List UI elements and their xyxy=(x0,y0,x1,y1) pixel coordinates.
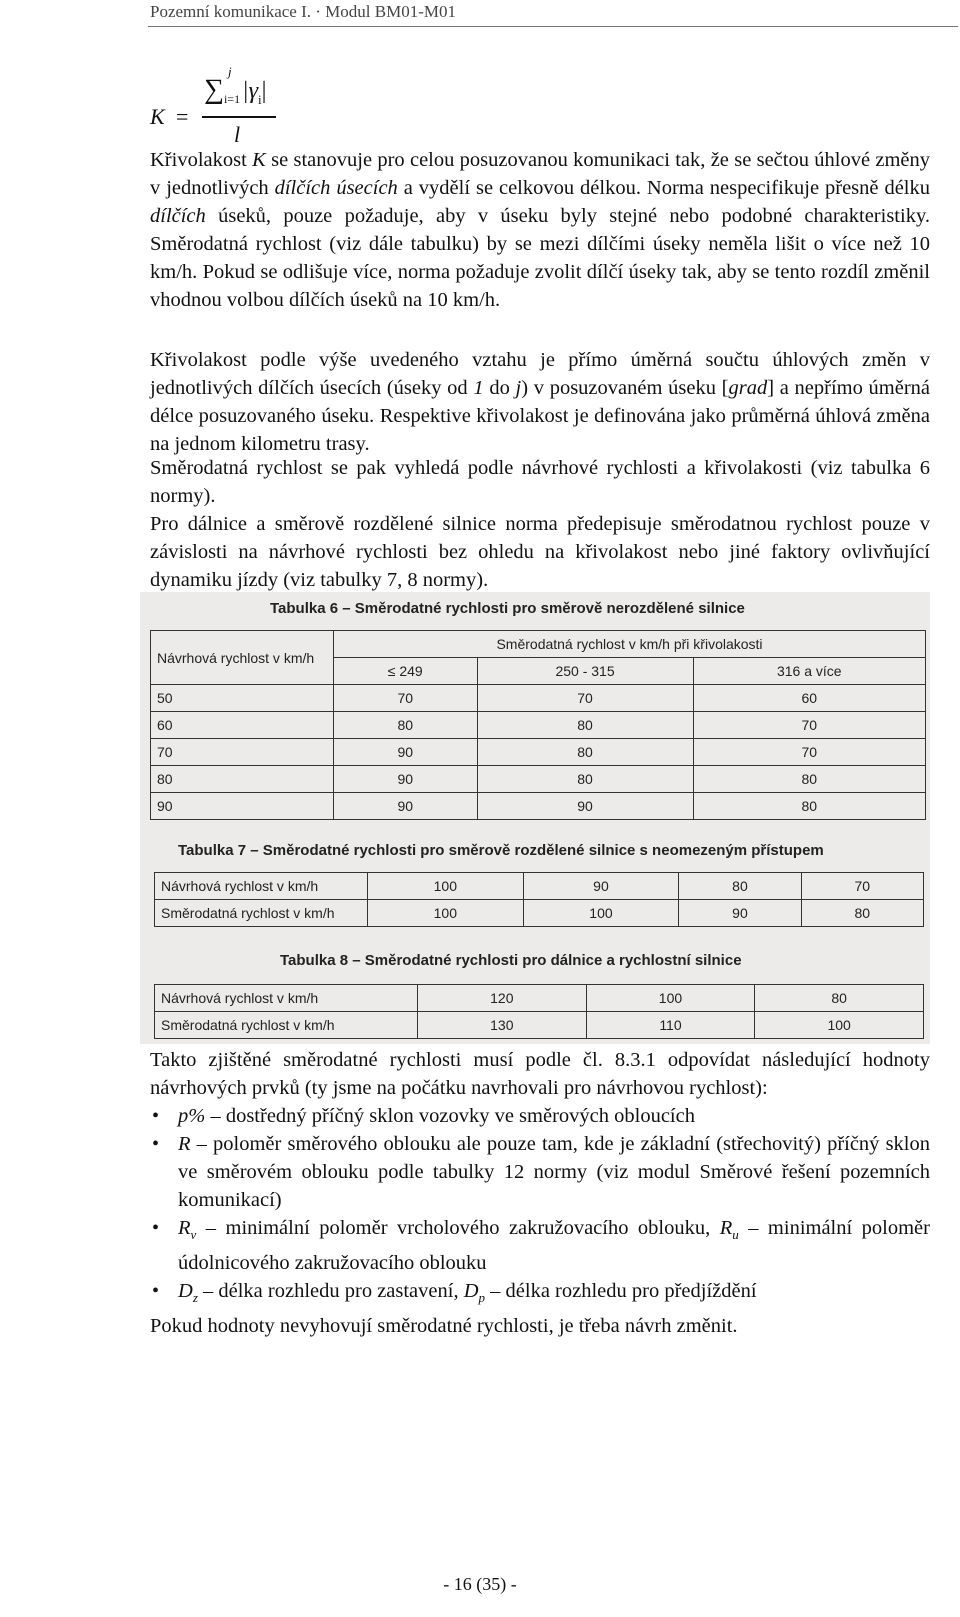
symbol: R xyxy=(719,1217,733,1239)
table-6-group-header: Směrodatná rychlost v km/h při křivolakosti xyxy=(334,631,926,658)
text: 1 xyxy=(473,377,484,399)
formula-sup: j xyxy=(227,64,232,79)
formula-equals: = xyxy=(176,104,189,129)
table-6-title: Tabulka 6 – Směrodatné rychlosti pro směrově nerozdělené silnice xyxy=(270,600,745,617)
symbol: R xyxy=(178,1133,191,1155)
table-cell: 80 xyxy=(477,739,693,766)
list-item xyxy=(150,1214,930,1277)
bullet-icon: • xyxy=(152,1133,160,1155)
text: j xyxy=(515,377,522,399)
formula-limits xyxy=(223,64,242,106)
table-cell: 80 xyxy=(755,985,924,1012)
symbol: D xyxy=(178,1280,193,1303)
table-7 xyxy=(154,872,924,927)
table-cell: 90 xyxy=(151,793,334,820)
text: se stanovuje pro celou posuzovanou komunikaci tak, že se sečtou úhlové změny v jednotlivých xyxy=(150,149,931,199)
table-row xyxy=(151,685,926,712)
table-row xyxy=(155,1012,924,1039)
table-cell: 100 xyxy=(368,873,524,900)
paragraph-4 xyxy=(150,510,930,594)
formula-gamma-sub: i xyxy=(258,91,262,107)
text: – minimální poloměr údolnicového zakružovacího oblouku xyxy=(178,1217,930,1275)
text: Pro dálnice a směrově rozdělené silnice norma předepisuje směrodatnou rychlost pouze v závislosti na návrhové rychlosti bez ohledu na křivolakost nebo jiné faktory ovlivňující dynamiku jízdy (viz tabulky 7, 8 normy). xyxy=(150,513,930,591)
text: ] a nepřímo úměrná délce posuzovaného úseku. Respektive křivolakost je definována jako průměrná úhlová změna na jednom kilometru trasy. xyxy=(150,377,931,455)
list-item xyxy=(150,1102,930,1130)
table-cell: 50 xyxy=(151,685,334,712)
tables-scan xyxy=(140,592,930,1044)
table-6-col: 316 a více xyxy=(693,658,925,685)
formula-gamma: |γ xyxy=(241,78,259,104)
table-cell: 70 xyxy=(151,739,334,766)
paragraph-2 xyxy=(150,346,930,458)
curvature-formula xyxy=(150,64,310,150)
table-7-title: Tabulka 7 – Směrodatné rychlosti pro směrově rozdělené silnice s neomezeným přístupem xyxy=(178,842,824,859)
table-row xyxy=(151,793,926,820)
bullet-icon: • xyxy=(152,1217,160,1239)
table-6 xyxy=(150,630,926,820)
table-cell: 100 xyxy=(586,985,755,1012)
table-cell: 70 xyxy=(693,712,925,739)
table-row xyxy=(155,985,924,1012)
text: dílčích úsecích xyxy=(274,177,398,199)
text: ) v posuzovaném úseku [ xyxy=(521,377,729,399)
symbol: D xyxy=(463,1280,479,1303)
text: K xyxy=(252,149,266,171)
paragraph-1 xyxy=(150,146,930,314)
table-6-row-header: Návrhová rychlost v km/h xyxy=(151,631,334,685)
formula-denominator: l xyxy=(234,122,241,147)
table-cell: 80 xyxy=(477,712,693,739)
table-cell: 80 xyxy=(679,873,801,900)
symbol: R xyxy=(178,1217,191,1239)
table-row xyxy=(151,739,926,766)
table-cell: 80 xyxy=(334,712,478,739)
table-cell: 100 xyxy=(755,1012,924,1039)
table-cell: 80 xyxy=(477,766,693,793)
table-cell: 80 xyxy=(151,766,334,793)
paragraph-3 xyxy=(150,454,930,510)
text: – dostředný příčný sklon vozovky ve směrových obloucích xyxy=(205,1105,695,1127)
table-cell: 80 xyxy=(693,766,925,793)
formula-sub: i=1 xyxy=(223,92,241,106)
table-cell: Směrodatná rychlost v km/h xyxy=(155,900,368,927)
symbol-sub: z xyxy=(192,1290,198,1306)
table-cell: 70 xyxy=(801,873,923,900)
page-header: Pozemní komunikace I. · Modul BM01-M01 xyxy=(150,2,456,21)
design-elements-section xyxy=(150,1046,930,1340)
text: Křivolakost podle výše uvedeného vztahu je přímo úměrná součtu úhlových změn v jednotlivých dílčích úsecích (úseky od xyxy=(150,349,930,399)
table-cell: 100 xyxy=(523,900,679,927)
table-cell: Návrhová rychlost v km/h xyxy=(155,873,368,900)
list-item xyxy=(150,1130,930,1214)
table-cell: 70 xyxy=(334,685,478,712)
text: úseků, pouze požaduje, aby v úseku byly stejné nebo podobné charakteristiky. Směrodatná rychlost (viz dále tabulku) by se mezi dílčími úseky neměla lišit o více než 10 km/h. Pokud se odlišuje více, norma požaduje zvolit dílčí úseky tak, aby se tento rozdíl změnil vhodnou volbou dílčích úseků na 10 km/h. xyxy=(150,205,930,311)
symbol-sub: v xyxy=(190,1227,197,1243)
table-cell: 120 xyxy=(418,985,587,1012)
text: grad xyxy=(728,377,768,399)
formula-lhs: K xyxy=(150,104,165,129)
text: Křivolakost xyxy=(150,149,253,171)
text: – délka rozhledu pro předjíždění xyxy=(485,1280,757,1303)
table-cell: 80 xyxy=(693,793,925,820)
bullet-icon: • xyxy=(152,1280,160,1303)
table-cell: 90 xyxy=(679,900,801,927)
formula-sum-sign: ∑ xyxy=(204,74,224,105)
table-cell: 90 xyxy=(334,739,478,766)
symbol: p% xyxy=(178,1105,206,1127)
table-cell: 90 xyxy=(523,873,679,900)
header-rule xyxy=(148,26,958,27)
table-row xyxy=(151,766,926,793)
text: – minimální poloměr vrcholového zakružovacího oblouku, xyxy=(196,1217,720,1239)
bullet-list xyxy=(150,1102,930,1312)
symbol-sub: u xyxy=(732,1227,739,1243)
table-cell: Návrhová rychlost v km/h xyxy=(155,985,418,1012)
formula-numerator xyxy=(204,64,267,108)
table-6-col: ≤ 249 xyxy=(334,658,478,685)
text: Směrodatná rychlost se pak vyhledá podle návrhové rychlosti a křivolakosti (viz tabulka 6 normy). xyxy=(150,457,930,507)
table-cell: 70 xyxy=(477,685,693,712)
table-row xyxy=(155,900,924,927)
formula-abs-end: | xyxy=(261,78,267,104)
table-cell: 90 xyxy=(477,793,693,820)
table-cell: 60 xyxy=(151,712,334,739)
table-6-col: 250 - 315 xyxy=(477,658,693,685)
text: – poloměr směrového oblouku ale pouze tam, kde je základní (střechovitý) příčný sklon ve směrovém oblouku podle tabulky 12 normy (viz modul Směrové řešení pozemních komunikací) xyxy=(178,1133,930,1211)
table-cell: 100 xyxy=(368,900,524,927)
table-8-title: Tabulka 8 – Směrodatné rychlosti pro dálnice a rychlostní silnice xyxy=(280,952,742,969)
table-cell: 90 xyxy=(334,793,478,820)
table-cell: 110 xyxy=(586,1012,755,1039)
bullet-icon: • xyxy=(152,1105,160,1127)
text: – délka rozhledu pro zastavení, xyxy=(197,1280,464,1303)
text: do xyxy=(483,377,516,399)
table-cell: 60 xyxy=(693,685,925,712)
symbol-sub: p xyxy=(478,1290,486,1306)
table-cell: 90 xyxy=(334,766,478,793)
table-cell: 80 xyxy=(801,900,923,927)
closing-text: Pokud hodnoty nevyhovují směrodatné rychlosti, je třeba návrh změnit. xyxy=(150,1315,738,1338)
table-cell: 130 xyxy=(418,1012,587,1039)
intro-text: Takto zjištěné směrodatné rychlosti musí podle čl. 8.3.1 odpovídat následující hodnoty návrhových prvků (ty jsme na počátku navrhovali pro návrhovou rychlost): xyxy=(150,1049,930,1099)
text: a vydělí se celkovou délkou. Norma nespecifikuje přesně délku xyxy=(397,177,930,199)
list-item xyxy=(150,1277,930,1312)
table-row xyxy=(155,873,924,900)
table-cell: 70 xyxy=(693,739,925,766)
text: dílčích xyxy=(150,205,206,227)
page-number: - 16 (35) - xyxy=(443,1574,517,1594)
fraction-bar xyxy=(202,116,276,118)
table-cell: Směrodatná rychlost v km/h xyxy=(155,1012,418,1039)
table-row xyxy=(151,712,926,739)
table-8 xyxy=(154,984,924,1039)
